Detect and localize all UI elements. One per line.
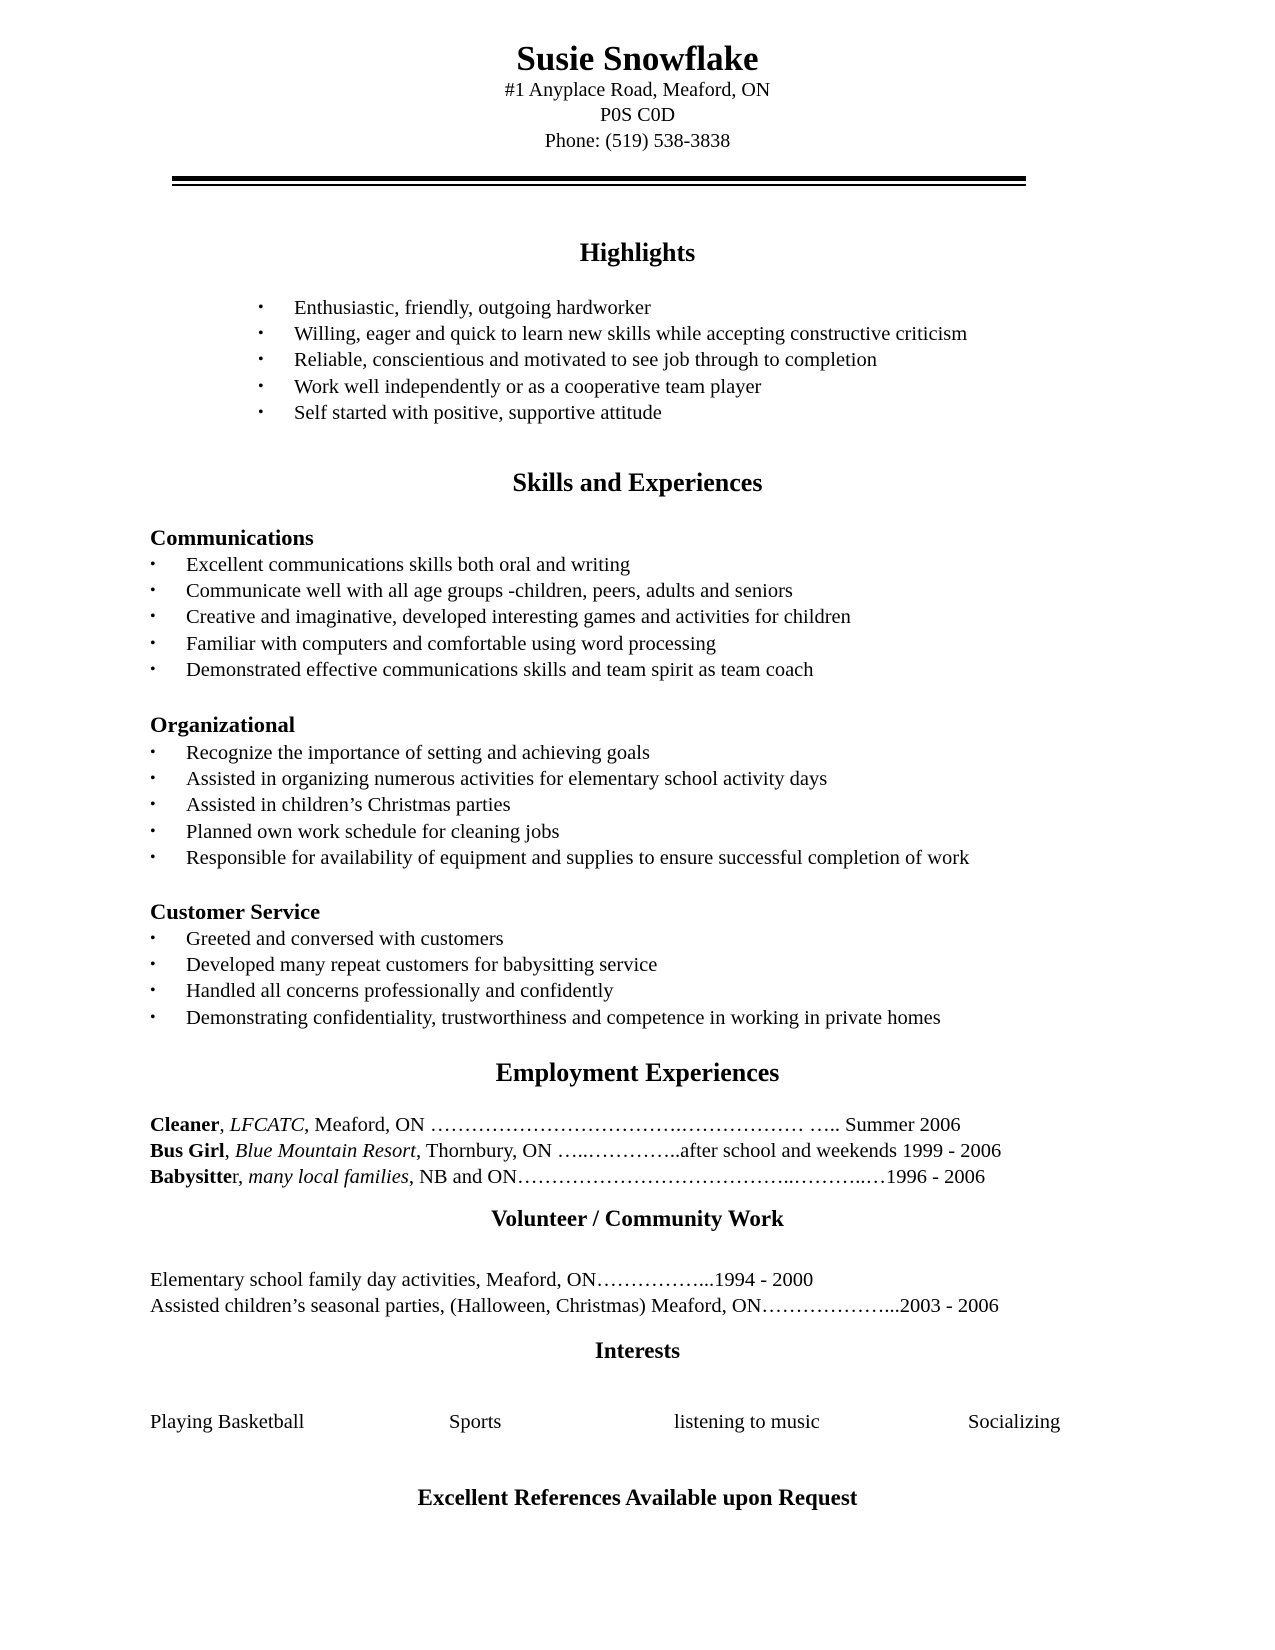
bullet-icon: • [150, 982, 156, 1000]
job-role-tail: r [232, 1166, 239, 1188]
bullet-icon: • [258, 325, 264, 343]
bullet-icon: • [150, 956, 156, 974]
phone-number: Phone: (519) 538-3838 [544, 130, 731, 152]
address-line: #1 Anyplace Road, Meaford, ON [504, 79, 771, 101]
bullet-icon: • [150, 770, 156, 788]
volunteer-row: Assisted children’s seasonal parties, (Halloween, Christmas) Meaford, ON………………...2003 - 2006 [150, 1295, 999, 1317]
bullet-icon: • [150, 660, 156, 678]
bullet-icon: • [258, 403, 264, 421]
bullet-icon: • [150, 634, 156, 652]
bullet-icon: • [150, 582, 156, 600]
resume-page: Susie Snowflake #1 Anyplace Road, Meaford, ON P0S C0D Phone: (519) 538-3838 Highlights • Enthusiastic, friendly, outgoing hardworker • Willing, eager and quick to learn new skills while accepting constructive criticism • Reliable, conscientious and motivated to see job through to completion • Work well independently or as a cooperative team player • Self started with positive, supportive attitude Skills and Experiences Communications • Excellent communications skills both oral and writing • Communicate well with all age groups -children, peers, adults and seniors • Creative and imaginative, developed interesting games and activities for children • Familiar with computers and comfortable using word processing • Demonstrated effective communications skills and team spirit as team coach Organizational • Recognize the importance of setting and achieving goals • Assisted in organizing numerous activities for elementary school activity days • Assisted in children’s Christmas parties • Planned own work schedule for cleaning jobs • Responsible for availability of equipment and supplies to ensure successful completion of work Customer Service • Greeted and conversed with customers • Developed many repeat customers for babysitting service • Handled all concerns professionally and confidently • Demonstrating confidentiality, trustworthiness and competence in working in private homes Employment Experiences Cleaner, LFCATC, Meaford, ON ……………………………….……………… ….. Summer 2006 Bus Girl, Blue Mountain Resort, Thornbury, ON …..…………..after school and weekends 1999 - 2006 Babysitter, many local families, NB and ON…………………………………..………..…1996 - 2006 Volunteer / Community Work Elementary school family day activities, Meaford, ON……………...1994 - 2000 Assisted children’s seasonal parties, (Halloween, Christmas) Meaford, ON………………...2003 - 2006 Interests Playing Basketball Sports listening to music Socializing Excellent References Available upon Request [0, 0, 1275, 1650]
bullet-icon: • [258, 299, 264, 316]
postal-code: P0S C0D [599, 104, 676, 126]
resume-name: Susie Snowflake [516, 39, 759, 78]
job-role: Cleaner [150, 1114, 220, 1136]
volunteer-heading: Volunteer / Community Work [491, 1206, 784, 1231]
job-row: Babysitter, many local families, NB and ON…………………………………..………..…1996 - 2006 [150, 1166, 986, 1188]
job-details: , Meaford, ON ……………………………….……………… ….. Summer 2006 [304, 1114, 961, 1136]
organizational-heading: Organizational [150, 712, 295, 737]
bullet-icon: • [150, 848, 156, 866]
bullet-icon: • [150, 1008, 156, 1026]
bullet-icon: • [150, 744, 156, 761]
bullet-icon: • [150, 822, 156, 840]
bullet-icon: • [150, 796, 156, 814]
bullet-icon: • [150, 930, 156, 947]
references-note: Excellent References Available upon Request [417, 1485, 858, 1510]
job-row: Bus Girl, Blue Mountain Resort, Thornbury, ON …..…………..after school and weekends 1999 - 2006 [150, 1140, 1002, 1162]
job-details: , Thornbury, ON …..…………..after school and weekends 1999 - 2006 [415, 1140, 1002, 1162]
job-role: Babysitte [150, 1166, 232, 1188]
job-employer: LFCATC [229, 1114, 305, 1136]
customer-service-heading: Customer Service [150, 899, 321, 924]
job-row: Cleaner, LFCATC, Meaford, ON ……………………………….……………… ….. Summer 2006 [150, 1114, 961, 1136]
header-divider-thick [172, 176, 1026, 181]
bullet-icon: • [258, 351, 264, 369]
bullet-icon: • [150, 608, 156, 626]
communications-heading: Communications [150, 525, 314, 550]
job-role: Bus Girl [150, 1140, 225, 1162]
interest-item: Playing Basketball [150, 1411, 305, 1433]
volunteer-row: Elementary school family day activities, Meaford, ON……………...1994 - 2000 [150, 1269, 814, 1291]
header-divider-thin [172, 184, 1026, 186]
bullet-icon: • [258, 377, 264, 395]
job-details: , NB and ON…………………………………..………..…1996 - 2006 [408, 1166, 986, 1188]
job-employer: many local families [248, 1166, 409, 1188]
interest-item: Sports [449, 1411, 502, 1433]
highlights-heading: Highlights [579, 238, 696, 267]
interests-heading: Interests [594, 1338, 681, 1363]
employment-heading: Employment Experiences [495, 1058, 780, 1087]
interest-item: Socializing [968, 1411, 1061, 1433]
bullet-icon: • [150, 556, 156, 573]
interest-item: listening to music [674, 1411, 820, 1433]
job-employer: Blue Mountain Resort [234, 1140, 416, 1162]
skills-heading: Skills and Experiences [512, 468, 763, 497]
